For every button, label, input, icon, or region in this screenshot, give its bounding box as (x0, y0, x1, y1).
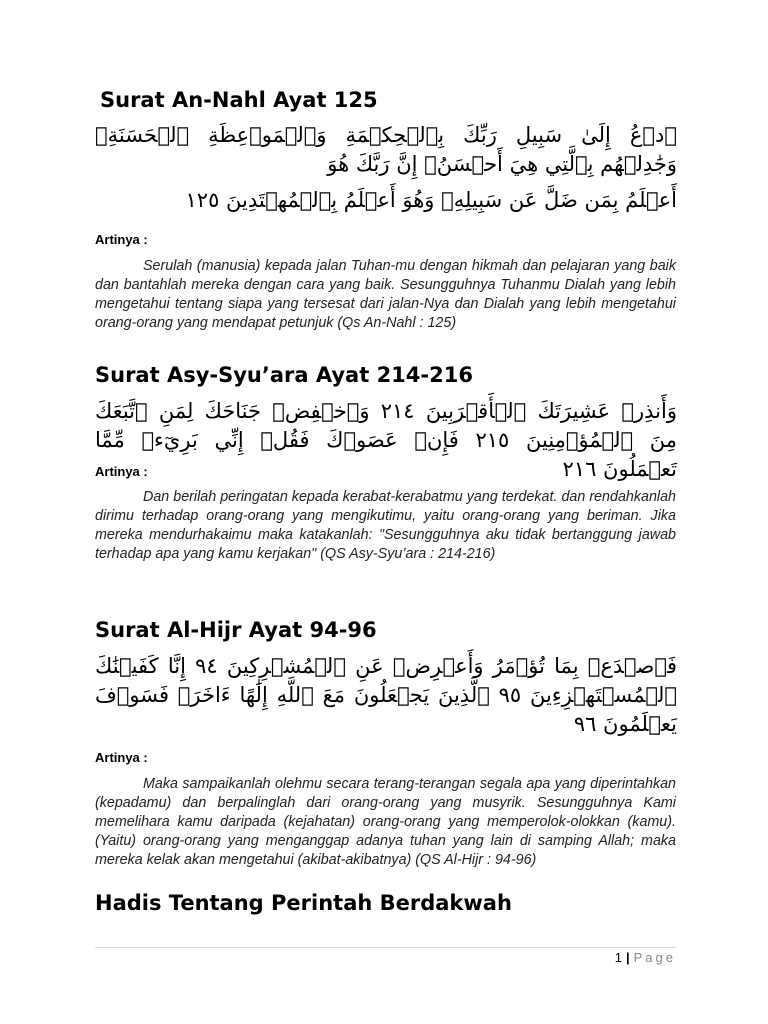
arabic-verse-an-nahl-2: أَعۡلَمُ بِمَن ضَلَّ عَن سَبِيلِهِۦ وَهُوَ أَعۡلَمُ بِٱلۡمُهۡتَدِينَ ١٢٥ (185, 188, 677, 212)
section-title-hadis: Hadis Tentang Perintah Berdakwah (95, 891, 512, 915)
section-title-an-nahl: Surat An-Nahl Ayat 125 (100, 88, 378, 112)
arabic-verse-an-nahl-1: ٱدۡعُ إِلَىٰ سَبِيلِ رَبِّكَ بِٱلۡحِكۡمَةِ وَٱلۡمَوۡعِظَةِ ٱلۡحَسَنَةِۖ وَجَٰدِلۡهُم بِٱلَّتِي هِيَ أَحۡسَنُۚ إِنَّ رَبَّكَ هُوَ (95, 123, 677, 176)
section-title-asy-syuara: Surat Asy-Syu’ara Ayat 214-216 (95, 363, 473, 387)
page-footer (615, 950, 676, 965)
translation-label: Artinya : (95, 750, 148, 765)
footer-divider (95, 947, 676, 948)
section-title-al-hijr: Surat Al-Hijr Ayat 94-96 (95, 618, 377, 642)
arabic-verse-al-hijr: فَٱصۡدَعۡ بِمَا تُؤۡمَرُ وَأَعۡرِضۡ عَنِ ٱلۡمُشۡرِكِينَ ٩٤ إِنَّا كَفَيۡنَٰكَ ٱلۡمُسۡتَهۡزِءِينَ ٩٥ ٱلَّذِينَ يَجۡعَلُونَ مَعَ ٱللَّهِ إِلَٰهًا ءَاخَرَۚ فَسَوۡفَ يَعۡلَمُونَ ٩٦ (95, 654, 678, 736)
footer-separator: | (625, 950, 632, 965)
translation-label: Artinya : (95, 232, 148, 247)
translation-asy-syuara: Dan berilah peringatan kepada kerabat-kerabatmu yang terdekat. dan rendahkanlah dirimu terhadap orang-orang yang mengikutimu, yaitu orang-orang yang beriman. Jika mereka mendurhakaimu maka katakanlah: "Sesungguhnya aku tidak bertanggung jawab terhadap apa yang kamu kerjakan" (QS Asy-Syu’ara : 214-216) (95, 489, 676, 562)
translation-al-hijr: Maka sampaikanlah olehmu secara terang-terangan segala apa yang diperintahkan (kepadamu) dan berpalinglah dari orang-orang yang musyrik. Sesungguhnya Kami memelihara kamu daripada (kejahatan) orang-orang yang memperolok-olokkan (kamu). (Yaitu) orang-orang yang menganggap adanya tuhan yang lain di samping Allah; maka mereka kelak akan mengetahui (akibat-akibatnya) (QS Al-Hijr : 94-96) (95, 776, 676, 868)
arabic-verse-asy-syuara: وَأَنذِرۡ عَشِيرَتَكَ ٱلۡأَقۡرَبِينَ ٢١٤ وَٱخۡفِضۡ جَنَاحَكَ لِمَنِ ٱتَّبَعَكَ مِنَ ٱلۡمُؤۡمِنِينَ ٢١٥ فَإِنۡ عَصَوۡكَ فَقُلۡ إِنِّي بَرِيٓءٞ مِّمَّا تَعۡمَلُونَ ٢١٦ (95, 399, 678, 481)
page-number: 1 (614, 950, 624, 965)
translation-an-nahl: Serulah (manusia) kepada jalan Tuhan-mu dengan hikmah dan pelajaran yang baik dan bantahlah mereka dengan cara yang baik. Sesungguhnya Tuhanmu Dialah yang lebih mengetahui tentang siapa yang tersesat dari jalan-Nya dan Dialah yang lebih mengetahui orang-orang yang mendapat petunjuk (Qs An-Nahl : 125) (95, 258, 676, 331)
translation-label: Artinya : (95, 464, 148, 479)
page-label: Page (633, 950, 676, 965)
